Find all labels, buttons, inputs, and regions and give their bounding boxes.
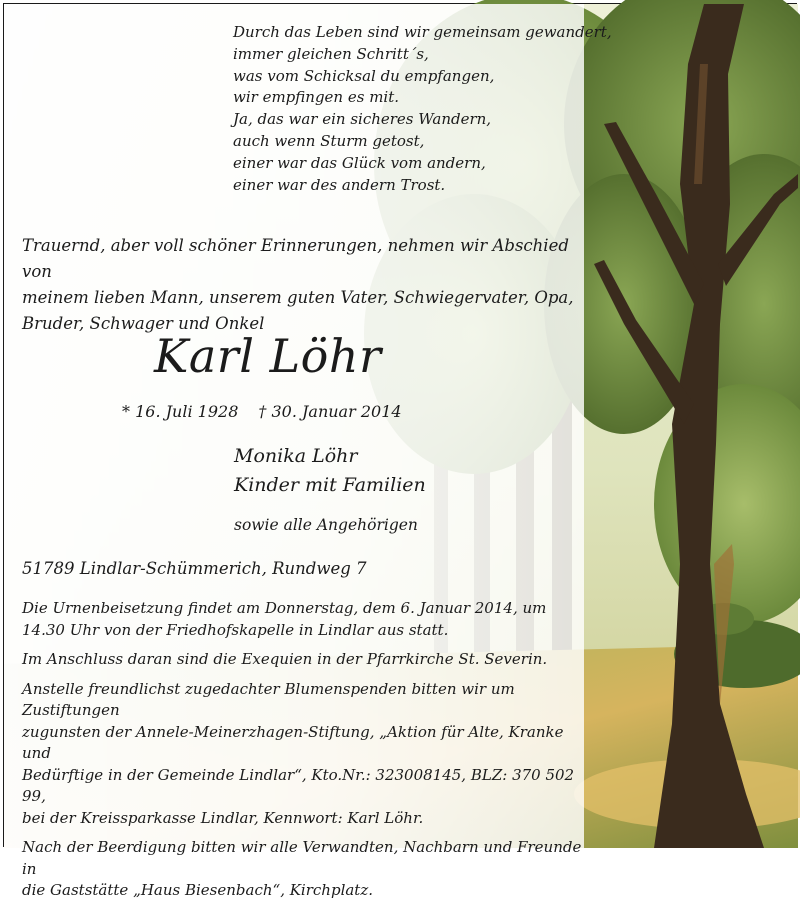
death-date: † 30. Januar 2014 <box>258 402 402 421</box>
mourners <box>234 442 426 500</box>
poem <box>233 22 612 196</box>
obituary-notice <box>3 3 797 899</box>
intro-line: meinem lieben Mann, unserem guten Vater, Schwiegervater, Opa, <box>22 288 574 307</box>
mourner-line: Monika Löhr <box>234 445 358 467</box>
detail-line: die Gaststätte „Haus Biesenbach“, Kirchplatz. <box>22 881 374 899</box>
birth-date: * 16. Juli 1928 <box>122 402 239 421</box>
poem-line: was vom Schicksal du empfangen, <box>233 66 495 85</box>
life-dates <box>122 400 402 424</box>
poem-line: wir empfingen es mit. <box>233 88 400 107</box>
relatives-line: sowie alle Angehörigen <box>234 516 418 534</box>
mourner-line: Kinder mit Familien <box>234 474 426 496</box>
detail-paragraph <box>22 649 592 671</box>
intro-text <box>22 233 582 337</box>
detail-paragraph <box>22 598 592 641</box>
detail-line: Bedürftige in der Gemeinde Lindlar“, Kto.Nr.: 323008145, BLZ: 370 502 99, <box>22 765 575 805</box>
detail-line: Die Urnenbeisetzung findet am Donnerstag, dem 6. Januar 2014, um <box>22 599 547 617</box>
detail-line: zugunsten der Annele-Meinerzhagen-Stiftung, „Aktion für Alte, Kranke und <box>22 722 564 762</box>
poem-line: Durch das Leben sind wir gemeinsam gewandert, <box>233 23 612 41</box>
detail-line: 14.30 Uhr von der Friedhofskapelle in Lindlar aus statt. <box>22 620 449 639</box>
detail-line: Im Anschluss daran sind die Exequien in der Pfarrkirche St. Severin. <box>22 650 548 668</box>
poem-line: auch wenn Sturm getost, <box>233 131 425 150</box>
intro-line: Bruder, Schwager und Onkel <box>22 314 265 333</box>
poem-line: immer gleichen Schritt´s, <box>233 44 429 63</box>
detail-paragraph <box>22 837 592 902</box>
poem-line: Ja, das war ein sicheres Wandern, <box>233 110 492 129</box>
detail-paragraph <box>22 679 592 830</box>
detail-line: Nach der Beerdigung bitten wir alle Verwandten, Nachbarn und Freunde in <box>22 838 582 878</box>
deceased-name: Karl Löhr <box>154 329 382 383</box>
detail-line: bei der Kreissparkasse Lindlar, Kennwort: Karl Löhr. <box>22 808 424 827</box>
poem-line: einer war des andern Trost. <box>233 175 446 194</box>
intro-line: Trauernd, aber voll schöner Erinnerungen, nehmen wir Abschied von <box>22 236 569 281</box>
address: 51789 Lindlar-Schümmerich, Rundweg 7 <box>22 559 367 578</box>
poem-line: einer war das Glück vom andern, <box>233 153 486 172</box>
detail-line: Anstelle freundlichst zugedachter Blumenspenden bitten wir um Zustiftungen <box>22 679 515 719</box>
funeral-details <box>22 598 592 910</box>
